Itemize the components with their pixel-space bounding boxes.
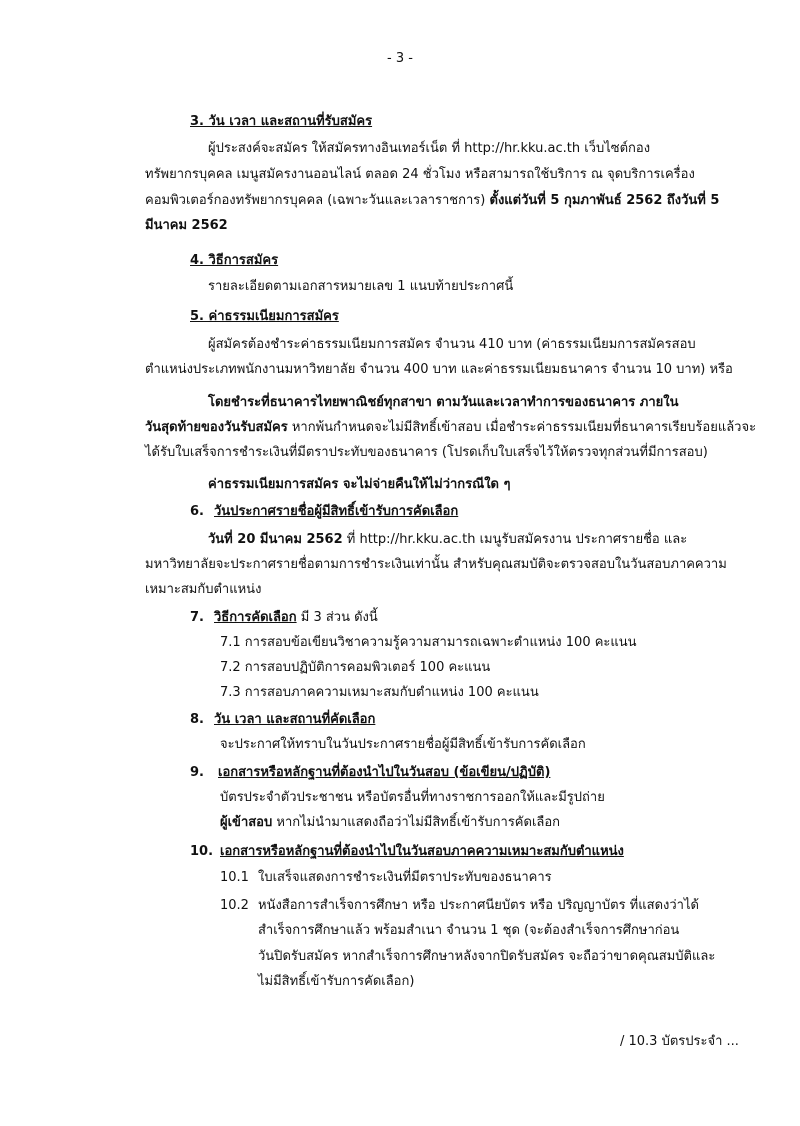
section-6-line-1: วันที่ 20 มีนาคม 2562 ที่ http://hr.kku.ac.th เมนูรับสมัครงาน ประกาศรายชื่อ และ xyxy=(208,532,688,547)
section-5-line-6: ค่าธรรมเนียมการสมัคร จะไม่จ่ายคืนให้ไม่ว่ากรณีใด ๆ xyxy=(208,477,511,492)
section-10-item-2-line-4: ไม่มีสิทธิ์เข้ารับการคัดเลือก) xyxy=(258,974,415,989)
section-7-item-3: 7.3 การสอบภาคความเหมาะสมกับตำแหน่ง 100 คะแนน xyxy=(220,685,539,700)
section-10-heading: 10. เอกสารหรือหลักฐานที่ต้องนำไปในวันสอบภาคความเหมาะสมกับตำแหน่ง xyxy=(190,844,624,859)
section-6-heading: 6. วันประกาศรายชื่อผู้มีสิทธิ์เข้ารับการคัดเลือก xyxy=(190,504,459,519)
section-10-item-1: 10.1 ใบเสร็จแสดงการชำระเงินที่มีตราประทับของธนาคาร xyxy=(220,870,552,885)
section-3-line-4: มีนาคม 2562 xyxy=(145,218,228,233)
section-9-heading: 9. เอกสารหรือหลักฐานที่ต้องนำไปในวันสอบ (ข้อเขียน/ปฏิบัติ) xyxy=(190,765,551,780)
section-5-line-2: ตำแหน่งประเภทพนักงานมหาวิทยาลัย จำนวน 400 บาท และค่าธรรมเนียมธนาคาร จำนวน 10 บาท) หรือ xyxy=(145,362,733,377)
section-5-line-1: ผู้สมัครต้องชำระค่าธรรมเนียมการสมัคร จำนวน 410 บาท (ค่าธรรมเนียมการสมัครสอบ xyxy=(208,337,696,352)
section-8-heading: 8. วัน เวลา และสถานที่คัดเลือก xyxy=(190,712,376,727)
section-9-line-1: บัตรประจำตัวประชาชน หรือบัตรอื่นที่ทางราชการออกให้และมีรูปถ่าย xyxy=(220,790,605,805)
section-10-item-2: 10.2 หนังสือการสำเร็จการศึกษา หรือ ประกาศนียบัตร หรือ ปริญญาบัตร ที่แสดงว่าได้ xyxy=(220,898,699,913)
section-6-line-2: มหาวิทยาลัยจะประกาศรายชื่อตามการชำระเงินเท่านั้น สำหรับคุณสมบัติจะตรวจสอบในวันสอบภาคความ xyxy=(145,557,727,572)
section-7-item-1: 7.1 การสอบข้อเขียนวิชาความรู้ความสามารถเฉพาะตำแหน่ง 100 คะแนน xyxy=(220,635,637,650)
section-5-heading: 5. ค่าธรรมเนียมการสมัคร xyxy=(190,309,339,324)
continuation-note: / 10.3 บัตรประจำ ... xyxy=(620,1034,739,1049)
section-5-line-5: ได้รับใบเสร็จการชำระเงินที่มีตราประทับของธนาคาร (โปรดเก็บใบเสร็จไว้ให้ตรวจทุกส่วนที่มีการสอบ) xyxy=(145,445,708,460)
section-10-item-2-line-3: วันปิดรับสมัคร หากสำเร็จการศึกษาหลังจากปิดรับสมัคร จะถือว่าขาดคุณสมบัติและ xyxy=(258,949,716,964)
page-number: - 3 - xyxy=(387,51,413,66)
section-10-item-2-line-2: สำเร็จการศึกษาแล้ว พร้อมสำเนา จำนวน 1 ชุด (จะต้องสำเร็จการศึกษาก่อน xyxy=(258,923,680,938)
section-3-line-2: ทรัพยากรบุคคล เมนูสมัครงานออนไลน์ ตลอด 24 ชั่วโมง หรือสามารถใช้บริการ ณ จุดบริการเครื่อง xyxy=(145,167,695,182)
section-5-line-3: โดยชำระที่ธนาคารไทยพาณิชย์ทุกสาขา ตามวันและเวลาทำการของธนาคาร ภายใน xyxy=(208,395,679,410)
section-4-line-1: รายละเอียดตามเอกสารหมายเลข 1 แนบท้ายประกาศนี้ xyxy=(208,279,514,294)
section-4-heading: 4. วิธีการสมัคร xyxy=(190,253,279,268)
section-7-item-2: 7.2 การสอบปฏิบัติการคอมพิวเตอร์ 100 คะแนน xyxy=(220,660,491,675)
section-3-heading: 3. วัน เวลา และสถานที่รับสมัคร xyxy=(190,114,373,129)
section-7-heading: 7. วิธีการคัดเลือก มี 3 ส่วน ดังนี้ xyxy=(190,610,378,625)
section-8-line-1: จะประกาศให้ทราบในวันประกาศรายชื่อผู้มีสิทธิ์เข้ารับการคัดเลือก xyxy=(220,737,586,752)
section-5-line-4: วันสุดท้ายของวันรับสมัคร หากพ้นกำหนดจะไม่มีสิทธิ์เข้าสอบ เมื่อชำระค่าธรรมเนียมที่ธนาคารเรียบร้อยแล้วจะ xyxy=(145,420,757,435)
section-6-line-3: เหมาะสมกับตำแหน่ง xyxy=(145,582,262,597)
section-9-line-2: ผู้เข้าสอบ หากไม่นำมาแสดงถือว่าไม่มีสิทธิ์เข้ารับการคัดเลือก xyxy=(220,815,561,830)
section-3-line-1: ผู้ประสงค์จะสมัคร ให้สมัครทางอินเทอร์เน็ต ที่ http://hr.kku.ac.th เว็บไซต์กอง xyxy=(208,141,651,156)
section-3-line-3: คอมพิวเตอร์กองทรัพยากรบุคคล (เฉพาะวันและเวลาราชการ) ตั้งแต่วันที่ 5 กุมภาพันธ์ 2562 ถึงวันที่ 5 xyxy=(145,193,720,208)
